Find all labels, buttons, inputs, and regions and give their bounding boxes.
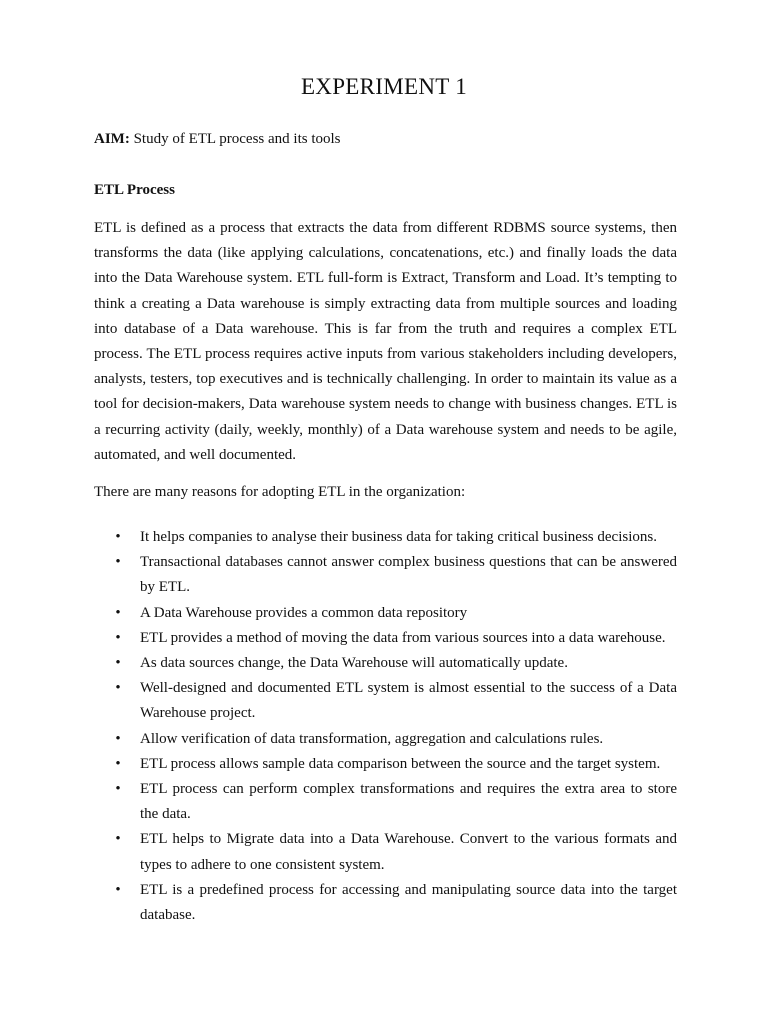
list-item [94,626,677,651]
list-item [94,676,677,726]
list-item [94,601,677,626]
bullet-icon: • [115,730,121,747]
reasons-list [94,525,677,928]
list-item-text: Transactional databases cannot answer complex business questions that can be answered by ETL. [140,554,677,596]
list-item-text: As data sources change, the Data Warehouse will automatically update. [140,655,568,672]
list-item-text: ETL process allows sample data comparison between the source and the target system. [140,755,661,772]
list-item-text: ETL provides a method of moving the data from various sources into a data warehouse. [140,629,666,646]
section-heading: ETL Process [94,182,175,198]
list-item [94,651,677,676]
list-item [94,752,677,777]
list-item [94,525,677,550]
bullet-icon: • [115,629,121,646]
bullet-icon: • [115,831,121,848]
list-item-text: A Data Warehouse provides a common data repository [140,604,468,621]
list-item [94,777,677,827]
aim-text: Study of ETL process and its tools [133,131,341,147]
etl-paragraph: ETL is defined as a process that extracts the data from different RDBMS source systems, then transforms the data (like applying calculations, concatenations, etc.) and finally loads the data into the Data Warehouse system. ETL full-form is Extract, Transform and Load. It’s tempting to think a creating a Data warehouse is simply extracting data from multiple sources and loading into database of a Data warehouse. This is far from the truth and requires a complex ETL process. The ETL process requires active inputs from various stakeholders including developers, analysts, testers, top executives and is technically challenging. In order to maintain its value as a tool for decision-makers, Data warehouse system needs to change with business changes. ETL is a recurring activity (daily, weekly, monthly) of a Data warehouse system and needs to be agile, automated, and well documented. [94,220,677,463]
bullet-icon: • [115,554,121,571]
list-item-text: Well-designed and documented ETL system is almost essential to the success of a Data Warehouse project. [140,680,677,722]
reasons-intro: There are many reasons for adopting ETL in the organization: [94,484,466,500]
bullet-icon: • [115,680,121,697]
list-item-text: ETL process can perform complex transformations and requires the extra area to store the data. [140,781,677,823]
bullet-icon: • [115,529,121,545]
bullet-icon: • [115,781,121,798]
list-item [94,827,677,877]
page-title: EXPERIMENT 1 [300,74,468,99]
bullet-icon: • [115,655,121,672]
aim-line [94,131,341,148]
list-item-text: ETL helps to Migrate data into a Data Warehouse. Convert to the various formats and types to adhere to one consistent system. [140,831,677,873]
aim-label: AIM: [94,131,130,147]
list-item-text: ETL is a predefined process for accessing and manipulating source data into the target database. [140,881,677,924]
list-item [94,550,677,600]
bullet-icon: • [115,604,121,621]
list-item-text: Allow verification of data transformation, aggregation and calculations rules. [140,730,604,747]
list-item [94,878,677,928]
list-item [94,727,677,752]
list-item-text: It helps companies to analyse their business data for taking critical business decisions. [140,529,657,545]
bullet-icon: • [115,755,121,772]
bullet-icon: • [115,881,121,898]
